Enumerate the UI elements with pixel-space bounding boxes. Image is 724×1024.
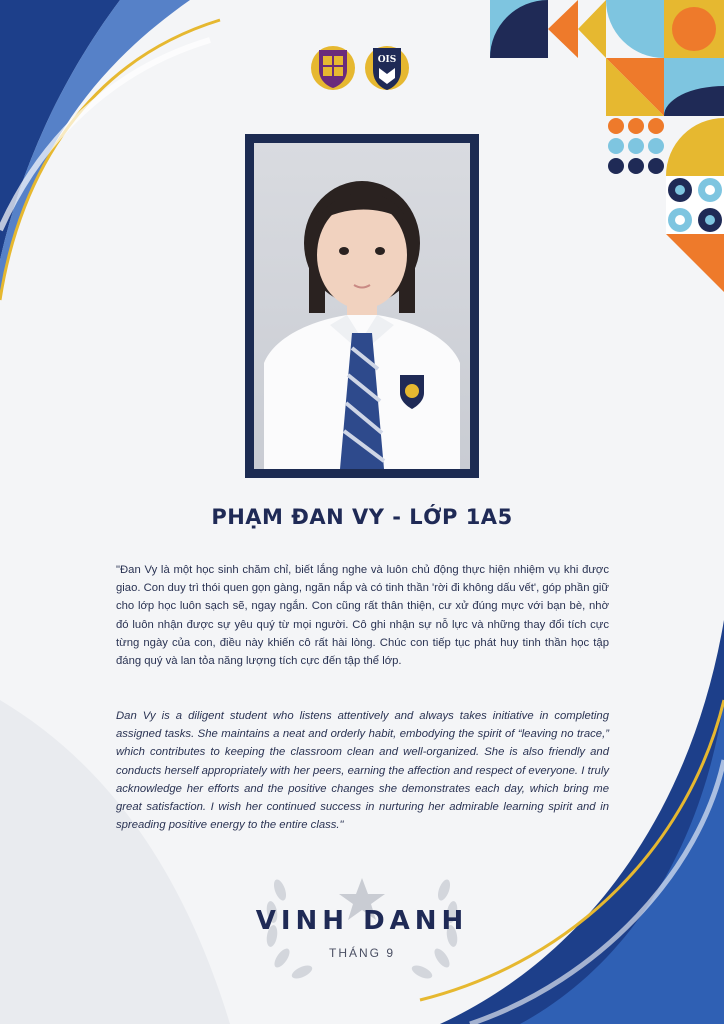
school-crest-logo	[311, 46, 355, 90]
teacher-comment-english: Dan Vy is a diligent student who listens attentively and always takes initiative in completing assigned tasks. She maintains a neat and orderly habit, embodying the spirit of “leaving no trace,” which contributes to keeping the classroom clean and well-organized. She is also friendly and conducts herself appropriately with her peers, earning the affection and respect of everyone. I truly acknowledge her efforts and the positive changes she demonstrates each day, which bring me great satisfaction. I wish her continued success in nurturing her admirable learning spirit and in spreading positive energy to the entire class."	[116, 710, 609, 832]
student-photo-frame	[245, 134, 479, 478]
decorative-pattern	[490, 0, 724, 292]
award-month: THÁNG 9	[328, 946, 395, 960]
student-name-heading: PHẠM ĐAN VY - LỚP 1A5	[211, 505, 513, 529]
teacher-comment-vietnamese: "Đan Vy là một học sinh chăm chỉ, biết lắng nghe và luôn chủ động thực hiện nhiệm vụ khi được giao. Con duy trì thói quen gọn gàng, ngăn nắp và có tinh thần 'rời đi không dấu vết', góp phần giữ cho lớp học luôn sạch sẽ, ngay ngắn. Con cũng rất thân thiện, cư xử đúng mực với bạn bè, nhờ đó luôn nhận được sự yêu quý từ mọi người. Cô ghi nhận sự nỗ lực và những thay đổi tích cực từng ngày của con, điều này khiến cô rất hài lòng. Chúc con tiếp tục phát huy tinh thần học tập đáng quý và lan tỏa năng lượng tích cực đến tập thể lớp.	[116, 564, 609, 668]
student-photo	[254, 143, 470, 469]
svg-text:OIS: OIS	[377, 55, 397, 65]
school-logos	[309, 42, 413, 94]
ois-logo	[365, 46, 409, 90]
student-portrait-illustration	[254, 143, 470, 469]
award-title: VINH DANH	[255, 906, 469, 936]
